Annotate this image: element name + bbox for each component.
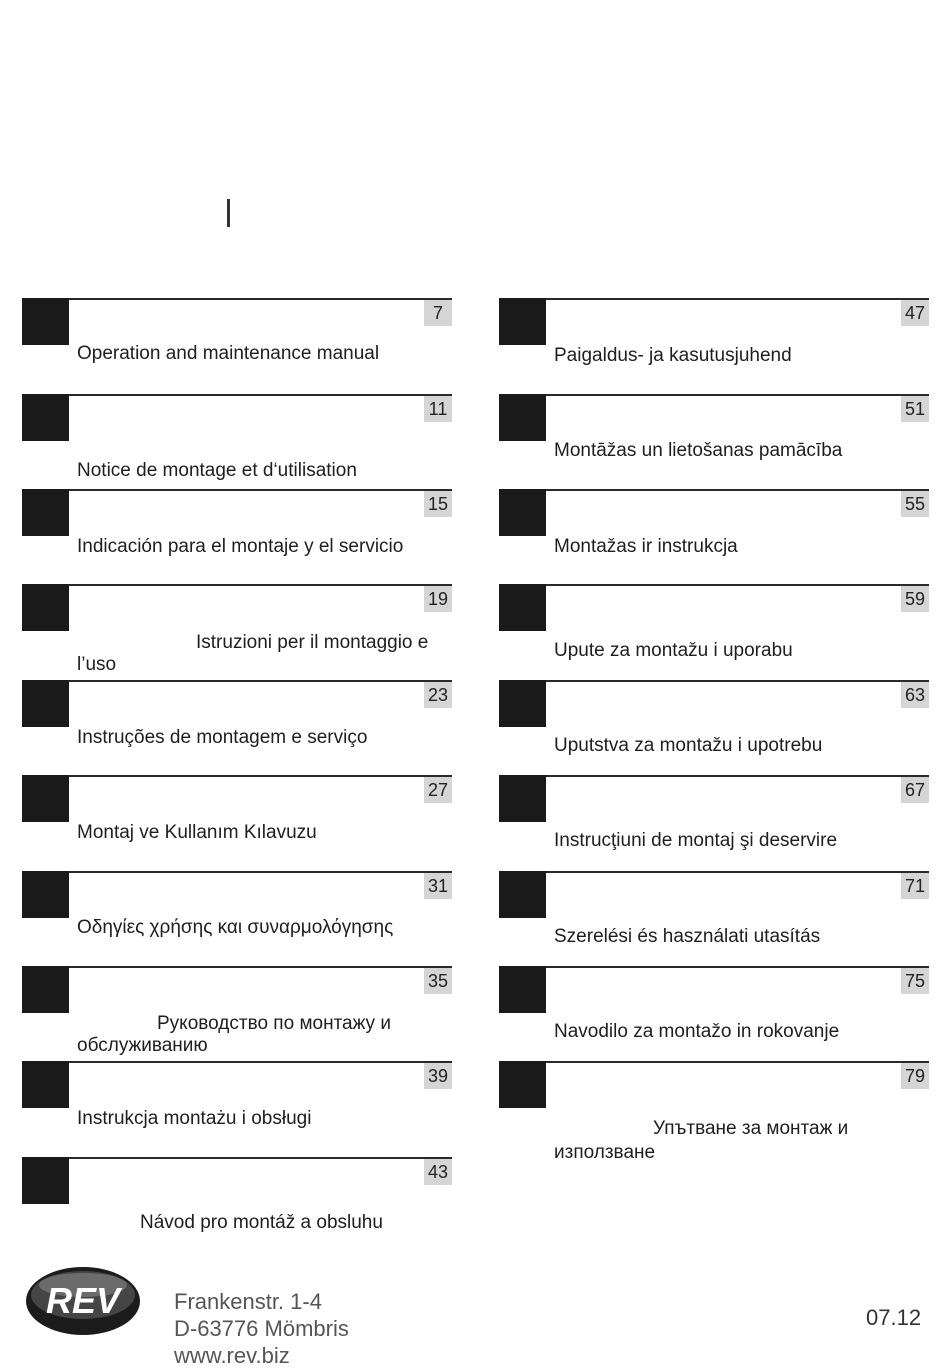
language-flag-placeholder <box>22 966 69 1013</box>
rev-logo <box>24 1265 142 1337</box>
entry-rule <box>545 871 929 873</box>
address-street: Frankenstr. 1-4 <box>174 1289 322 1314</box>
entry-rule <box>545 1061 929 1063</box>
toc-entry-italian <box>22 584 452 679</box>
page-number: 27 <box>424 777 452 803</box>
page-number: 11 <box>424 396 452 422</box>
page-number: 59 <box>901 586 929 612</box>
language-flag-placeholder <box>499 584 546 631</box>
language-flag-placeholder <box>22 1157 69 1204</box>
toc-entry-czech <box>22 1157 452 1252</box>
language-flag-placeholder <box>499 489 546 536</box>
entry-rule <box>68 1157 452 1159</box>
toc-entry-bulgarian <box>499 1061 929 1163</box>
manual-title: Návod pro montáž a obsluhu <box>140 1212 383 1233</box>
language-flag-placeholder <box>22 775 69 822</box>
toc-entry-serbian <box>499 680 929 775</box>
toc-entry-french <box>22 394 452 489</box>
toc-entry-english <box>22 298 452 393</box>
manual-title: Istruzioni per il montaggio e l’uso <box>77 632 429 675</box>
toc-entry-estonian <box>499 298 929 393</box>
entry-rule <box>68 1061 452 1063</box>
toc-entry-greek <box>22 871 452 966</box>
language-flag-placeholder <box>22 489 69 536</box>
toc-entry-slovenian <box>499 966 929 1061</box>
entry-rule <box>545 394 929 396</box>
page-number: 47 <box>901 300 929 326</box>
toc-entry-latvian <box>499 394 929 489</box>
language-flag-placeholder <box>22 680 69 727</box>
entry-rule <box>68 394 452 396</box>
entry-rule <box>545 966 929 968</box>
manual-title: Instrukcja montażu i obsługi <box>77 1108 312 1129</box>
toc-entry-hungarian <box>499 871 929 966</box>
toc-entry-turkish <box>22 775 452 870</box>
toc-entry-polish <box>22 1061 452 1156</box>
page-number: 63 <box>901 682 929 708</box>
language-flag-placeholder <box>499 1061 546 1108</box>
language-flag-placeholder <box>22 298 69 345</box>
toc-entry-lithuanian <box>499 489 929 584</box>
page-number: 35 <box>424 968 452 994</box>
page-number: 23 <box>424 682 452 708</box>
language-flag-placeholder <box>499 298 546 345</box>
company-address <box>174 1288 349 1369</box>
page-number: 31 <box>424 873 452 899</box>
language-flag-placeholder <box>499 966 546 1013</box>
page-number: 75 <box>901 968 929 994</box>
entry-rule <box>545 489 929 491</box>
entry-rule <box>545 680 929 682</box>
manual-title: Operation and maintenance manual <box>77 343 380 364</box>
entry-rule <box>545 775 929 777</box>
manual-title: Montažas ir instrukcja <box>554 536 738 557</box>
manual-title: Paigaldus- ja kasutusjuhend <box>554 345 792 366</box>
entry-rule <box>545 584 929 586</box>
manual-title: Navodilo za montažo in rokovanje <box>554 1021 840 1042</box>
page-number: 39 <box>424 1063 452 1089</box>
entry-rule <box>68 489 452 491</box>
page-number: 71 <box>901 873 929 899</box>
toc-entry-russian <box>22 966 452 1061</box>
address-city: D-63776 Mömbris <box>174 1316 349 1341</box>
manual-title: Upute za montažu i uporabu <box>554 640 793 661</box>
manual-title: Instruções de montagem e serviço <box>77 727 368 748</box>
manual-title: Notice de montage et d‘utilisation <box>77 460 357 481</box>
page-number: 79 <box>901 1063 929 1089</box>
page-number: 43 <box>424 1159 452 1185</box>
vertical-marker <box>227 199 230 227</box>
manual-title: Οδηγίες χρήσης και συναρμολόγησης <box>77 917 394 938</box>
entry-rule <box>68 584 452 586</box>
manual-title: Руководство по монтажу и обслуживанию <box>77 1013 391 1056</box>
page-number: 51 <box>901 396 929 422</box>
entry-rule <box>68 298 452 300</box>
entry-rule <box>68 871 452 873</box>
language-flag-placeholder <box>22 394 69 441</box>
manual-title: Упътване за монтаж и използване <box>554 1118 849 1163</box>
toc-entry-croatian <box>499 584 929 679</box>
page-number: 67 <box>901 777 929 803</box>
toc-entry-romanian <box>499 775 929 870</box>
toc-entry-portuguese <box>22 680 452 775</box>
entry-rule <box>68 680 452 682</box>
manual-title: Instrucţiuni de montaj şi deservire <box>554 830 838 851</box>
language-flag-placeholder <box>499 775 546 822</box>
entry-rule <box>68 775 452 777</box>
document-date: 07.12 <box>866 1305 922 1330</box>
toc-entry-spanish <box>22 489 452 584</box>
language-flag-placeholder <box>22 1061 69 1108</box>
page-number: 19 <box>424 586 452 612</box>
manual-title: Montāžas un lietošanas pamācība <box>554 440 843 461</box>
entry-rule <box>68 966 452 968</box>
entry-rule <box>545 298 929 300</box>
language-flag-placeholder <box>22 871 69 918</box>
rev-logo-text: REV <box>45 1280 121 1321</box>
manual-title: Szerelési és használati utasítás <box>554 926 821 947</box>
page-number: 55 <box>901 491 929 517</box>
language-flag-placeholder <box>22 584 69 631</box>
language-flag-placeholder <box>499 680 546 727</box>
page-number: 15 <box>424 491 452 517</box>
company-website[interactable]: www.rev.biz <box>174 1343 290 1368</box>
language-flag-placeholder <box>499 871 546 918</box>
language-flag-placeholder <box>499 394 546 441</box>
manual-title: Uputstva za montažu i upotrebu <box>554 735 823 756</box>
manual-title: Indicación para el montaje y el servicio <box>77 536 404 557</box>
manual-title: Montaj ve Kullanım Kılavuzu <box>77 822 317 843</box>
page-number: 7 <box>424 300 452 326</box>
